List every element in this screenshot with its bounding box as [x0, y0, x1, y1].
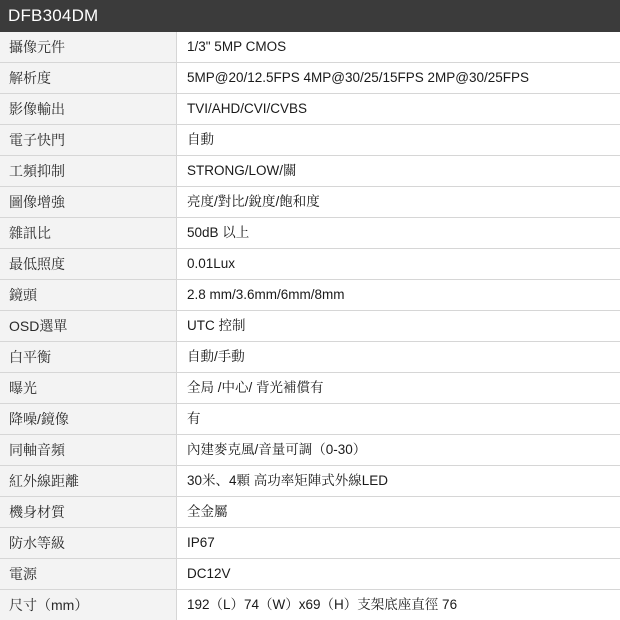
spec-label: 雜訊比 — [0, 218, 177, 248]
spec-value: STRONG/LOW/關 — [187, 163, 297, 178]
spec-label: 影像輸出 — [0, 94, 177, 124]
spec-label: 工頻抑制 — [0, 156, 177, 186]
spec-row-shutter — [0, 125, 620, 156]
spec-value: 自動 — [187, 132, 214, 147]
spec-row-ir-distance — [0, 466, 620, 497]
spec-label: OSD選單 — [0, 311, 177, 341]
spec-value: 5MP@20/12.5FPS 4MP@30/25/15FPS 2MP@30/25FPS — [187, 70, 530, 85]
spec-row-exposure — [0, 373, 620, 404]
spec-label: 最低照度 — [0, 249, 177, 279]
spec-row-noise-reduction — [0, 404, 620, 435]
spec-label: 白平衡 — [0, 342, 177, 372]
spec-value: 有 — [187, 411, 201, 426]
spec-row-coax-audio — [0, 435, 620, 466]
spec-value: 1/3" 5MP CMOS — [187, 39, 287, 54]
model-title: DFB304DM — [0, 0, 620, 32]
spec-label: 同軸音頻 — [0, 435, 177, 465]
spec-label: 紅外線距離 — [0, 466, 177, 496]
spec-value: 自動/手動 — [187, 349, 245, 364]
spec-label: 防水等級 — [0, 528, 177, 558]
spec-value: 全局 /中心/ 背光補償有 — [187, 380, 324, 395]
spec-value: 50dB 以上 — [187, 225, 250, 240]
spec-value: 0.01Lux — [187, 256, 236, 271]
spec-value: 內建麥克風/音量可調（0-30） — [187, 442, 367, 457]
spec-value: 30米、4顆 高功率矩陣式外線LED — [187, 473, 389, 488]
spec-label: 圖像增強 — [0, 187, 177, 217]
spec-row-anti-flicker — [0, 156, 620, 187]
spec-row-power — [0, 559, 620, 590]
spec-label: 解析度 — [0, 63, 177, 93]
spec-value: 亮度/對比/銳度/飽和度 — [187, 194, 320, 209]
spec-row-snr — [0, 218, 620, 249]
spec-row-image-enhance — [0, 187, 620, 218]
spec-label: 曝光 — [0, 373, 177, 403]
spec-label: 降噪/鏡像 — [0, 404, 177, 434]
spec-row-video-output — [0, 94, 620, 125]
spec-row-resolution — [0, 63, 620, 94]
spec-value: IP67 — [187, 535, 215, 550]
spec-label: 鏡頭 — [0, 280, 177, 310]
spec-value: DC12V — [187, 566, 231, 581]
spec-label: 電子快門 — [0, 125, 177, 155]
spec-value: UTC 控制 — [187, 318, 246, 333]
spec-row-osd-menu — [0, 311, 620, 342]
spec-row-waterproof — [0, 528, 620, 559]
spec-table — [0, 32, 620, 620]
spec-label: 尺寸（mm） — [0, 590, 177, 620]
spec-value: TVI/AHD/CVI/CVBS — [187, 101, 308, 116]
spec-value: 2.8 mm/3.6mm/6mm/8mm — [187, 287, 345, 302]
spec-label: 電源 — [0, 559, 177, 589]
spec-row-min-illumination — [0, 249, 620, 280]
spec-value: 全金屬 — [187, 504, 228, 519]
spec-label: 攝像元件 — [0, 32, 177, 62]
spec-row-sensor — [0, 32, 620, 63]
spec-value: 192（L）74（W）x69（H）支架底座直徑 76 — [187, 597, 458, 612]
spec-row-lens — [0, 280, 620, 311]
spec-label: 機身材質 — [0, 497, 177, 527]
spec-row-white-balance — [0, 342, 620, 373]
spec-row-dimensions — [0, 590, 620, 620]
spec-row-housing — [0, 497, 620, 528]
